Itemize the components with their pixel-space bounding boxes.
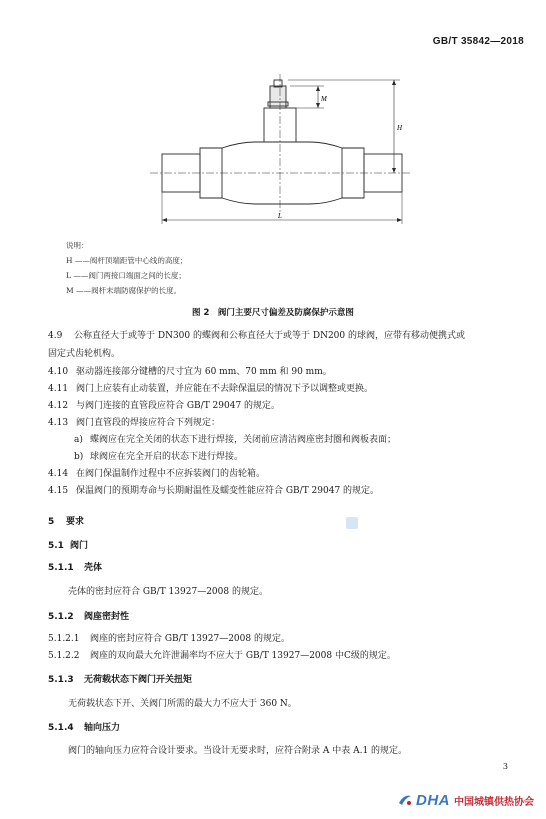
figure-note: M ——阀杆末端防腐保护的长度。 <box>66 286 182 295</box>
section-heading: 5.1.2 阀座密封性 <box>48 612 130 622</box>
paragraph: 壳体的密封应符合 GB/T 13927—2008 的规定。 <box>68 587 268 597</box>
clause: 4.9 公称直径大于或等于 DN300 的蝶阀和公称直径大于或等于 DN200 的球阀，应带有移动便携式或 <box>48 331 465 341</box>
section-heading: 5.1.4 轴向压力 <box>48 723 121 733</box>
clause: 4.13 阀门直管段的焊接应符合下列规定： <box>48 418 221 428</box>
logo-swoosh-icon <box>398 793 412 807</box>
clause: 4.10 驱动器连接部分键槽的尺寸宜为 60 mm、70 mm 和 90 mm。 <box>48 367 332 377</box>
clause: 5.1.2.2 阀座的双向最大允许泄漏率均不应大于 GB/T 13927—2008 中C级的规定。 <box>48 651 396 661</box>
watermark-mark <box>346 517 358 529</box>
figure-note: L ——阀门两接口端面之间的长度； <box>66 271 186 280</box>
logo-text: 中国城镇供热协会 <box>454 796 534 808</box>
clause: 固定式齿轮机构。 <box>48 349 121 359</box>
clause: 4.14 在阀门保温制作过程中不应拆装阀门的齿轮箱。 <box>48 469 266 479</box>
figure-notes-title: 说明： <box>66 241 89 250</box>
dim-label-l: L <box>278 212 282 220</box>
clause: 4.15 保温阀门的预期寿命与长期耐温性及蠕变性能应符合 GB/T 29047 的规定。 <box>48 486 380 496</box>
logo-mark: DHA <box>416 791 450 809</box>
section-heading: 5.1.3 无荷载状态下阀门开关扭矩 <box>48 675 193 685</box>
paragraph: 阀门的轴向压力应符合设计要求。当设计无要求时，应符合附录 A 中表 A.1 的规定。 <box>68 746 408 756</box>
clause: 5.1.2.1 阀座的密封应符合 GB/T 13927—2008 的规定。 <box>48 634 290 644</box>
standard-code: GB/T 35842—2018 <box>432 36 524 47</box>
clause: 4.12 与阀门连接的直管段应符合 GB/T 29047 的规定。 <box>48 401 281 411</box>
clause: 4.11 阀门上应装有止动装置，并应能在不去除保温层的情况下予以调整或更换。 <box>48 384 374 394</box>
section-heading: 5.1.1 壳体 <box>48 563 103 573</box>
dim-label-h: H <box>397 124 403 132</box>
clause-item: b) 球阀应在完全开启的状态下进行焊接。 <box>74 452 244 462</box>
section-heading: 5.1 阀门 <box>48 541 89 551</box>
association-logo <box>398 789 534 811</box>
figure-caption: 图 2 阀门主要尺寸偏差及防腐保护示意图 <box>192 308 354 318</box>
valve-diagram <box>150 72 410 232</box>
page-number: 3 <box>502 762 508 771</box>
section-heading: 5 要求 <box>48 517 85 527</box>
figure-note: H ——阀杆顶端距管中心线的高度； <box>66 256 188 265</box>
paragraph: 无荷载状态下开、关阀门所需的最大力不应大于 360 N。 <box>68 699 297 709</box>
clause-item: a) 蝶阀应在完全关闭的状态下进行焊接，关闭前应清洁阀座密封圈和阀板表面； <box>74 435 397 445</box>
dim-label-m: M <box>321 95 327 103</box>
